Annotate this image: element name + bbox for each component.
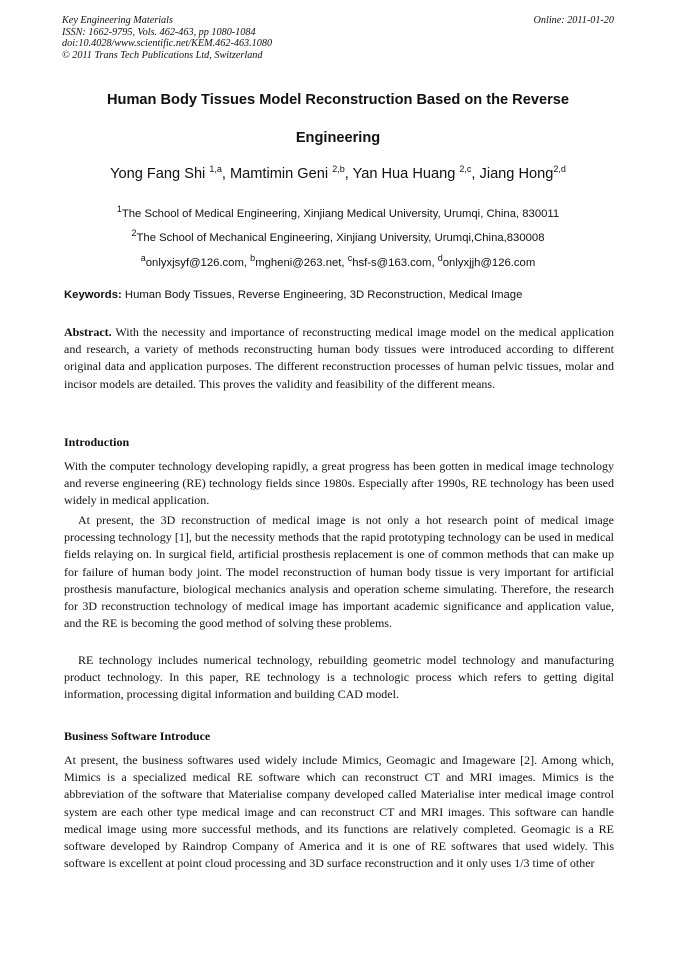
keywords-text: Human Body Tissues, Reverse Engineering, 3D Reconstruction, Medical Image (124, 289, 523, 301)
affiliation-mark: 1 (116, 204, 122, 214)
author-affiliation-mark: 1,a (209, 164, 222, 174)
online-date: Online: 2011-01-20 (533, 15, 614, 26)
keywords-line (64, 289, 616, 301)
affiliation-text: The School of Mechanical Engineering, Xinjiang University, Urumqi,China,830008 (136, 231, 545, 244)
issn-line: ISSN: 1662-9795, Vols. 462-463, pp 1080-1084 (62, 26, 256, 38)
email-address[interactable]: onlyxjjh@126.com (442, 256, 536, 269)
section-heading-business-software: Business Software Introduce (64, 729, 211, 743)
copyright-line: © 2011 Trans Tech Publications Ltd, Switzerland (62, 49, 263, 61)
title-line-1: Human Body Tissues Model Reconstruction Based on the Reverse (107, 92, 569, 108)
business-paragraph-1: At present, the business softwares used widely include Mimics, Geomagic and Imageware [2]. Among which, Mimics is a specialized medical RE software which can reconstruct CT and MRI images. Mimics is the abbreviation of the software that Materialise company developed called Materialise inter medical image control system are each other type medical image and can reconstruct CT and MRI images. This software can handle medical image using more successful methods, and its functions are relatively completed. Geomagic is a RE software developed by Raindrop Company of America and it is one of RE softwares that used widely. This software is excellent at point cloud processing and 3D surface reconstruction and it only uses 1/3 time of other (64, 753, 614, 871)
title-line-2: Engineering (295, 130, 381, 146)
author-name: Yong Fang Shi (110, 165, 206, 182)
email-mark: d (437, 253, 443, 263)
author-affiliation-mark: 2,d (553, 164, 566, 174)
affiliation-2 (62, 228, 614, 244)
doi-line: doi:10.4028/www.scientific.net/KEM.462-463.1080 (62, 38, 273, 50)
affiliation-mark: 2 (131, 228, 137, 238)
abstract-text: With the necessity and importance of reconstructing medical image model on the medical application and research, a variety of methods reconstructing human body tissues were introduced according to different original data and application purposes. The different reconstruction processes of human pelvic tissues, molar and incisor models are detailed. This proves the validity and feasibility of the different means. (64, 325, 614, 391)
author-list: Yong Fang Shi $^{1,a}$, Mamtimin Geni $^{2,b}$, Yan Hua Huang $^{2,c}$, Jiang Hong$^{2,d}$ (110, 164, 566, 182)
email-address[interactable]: hsf-s@163.com, (352, 256, 435, 269)
journal-name: Key Engineering Materials (62, 15, 173, 26)
paper-title (62, 81, 614, 157)
intro-paragraph-2: At present, the 3D reconstruction of medical image is not only a hot research point of medical image processing technology [1], but the necessity methods that the rapid prototyping technology can be used in medical fields relaying on. In surgical field, artificial prosthesis replacement is one of common methods that can make up for failure of human body joint. The model reconstruction of human body tissue is very important for artificial prosthesis manufacture, biological mechanics analysis and operation scheme simulating. Therefore, the research for 3D reconstruction technology of medical image has important academic significance and application value, and the RE is becoming the good method of solving these problems. (64, 513, 614, 631)
author-name: Mamtimin Geni (230, 165, 329, 182)
section-heading-introduction: Introduction (64, 435, 130, 449)
email-mark: c (347, 253, 353, 263)
email-list (62, 253, 614, 269)
affiliation-text: The School of Medical Engineering, Xinjiang Medical University, Urumqi, China, 830011 (121, 207, 560, 220)
keywords-label: Keywords: (64, 289, 122, 301)
intro-paragraph-3: RE technology includes numerical technology, rebuilding geometric model technology and manufacturing product technology. In this paper, RE technology is a technologic process which refers to getting digital information, processing digital information and building CAD model. (64, 653, 614, 702)
author-affiliation-mark: 2,b (332, 164, 345, 174)
email-address[interactable]: onlyxjsyf@126.com, (145, 256, 248, 269)
email-mark: a (140, 253, 146, 263)
abstract-paragraph (64, 324, 614, 393)
email-address[interactable]: mgheni@263.net, (255, 256, 345, 269)
abstract-label: Abstract. (64, 325, 112, 339)
email-mark: b (250, 253, 256, 263)
author-affiliation-mark: 2,c (459, 164, 472, 174)
author-name: Jiang Hong (479, 165, 554, 182)
author-name: Yan Hua Huang (352, 165, 456, 182)
journal-meta (62, 15, 272, 61)
intro-paragraph-1: With the computer technology developing rapidly, a great progress has been gotten in medical image technology and reverse engineering (RE) technology fields since 1980s. Especially after 1990s, RE technology has been used widely in medical application. (64, 459, 614, 508)
affiliation-1 (62, 204, 614, 220)
